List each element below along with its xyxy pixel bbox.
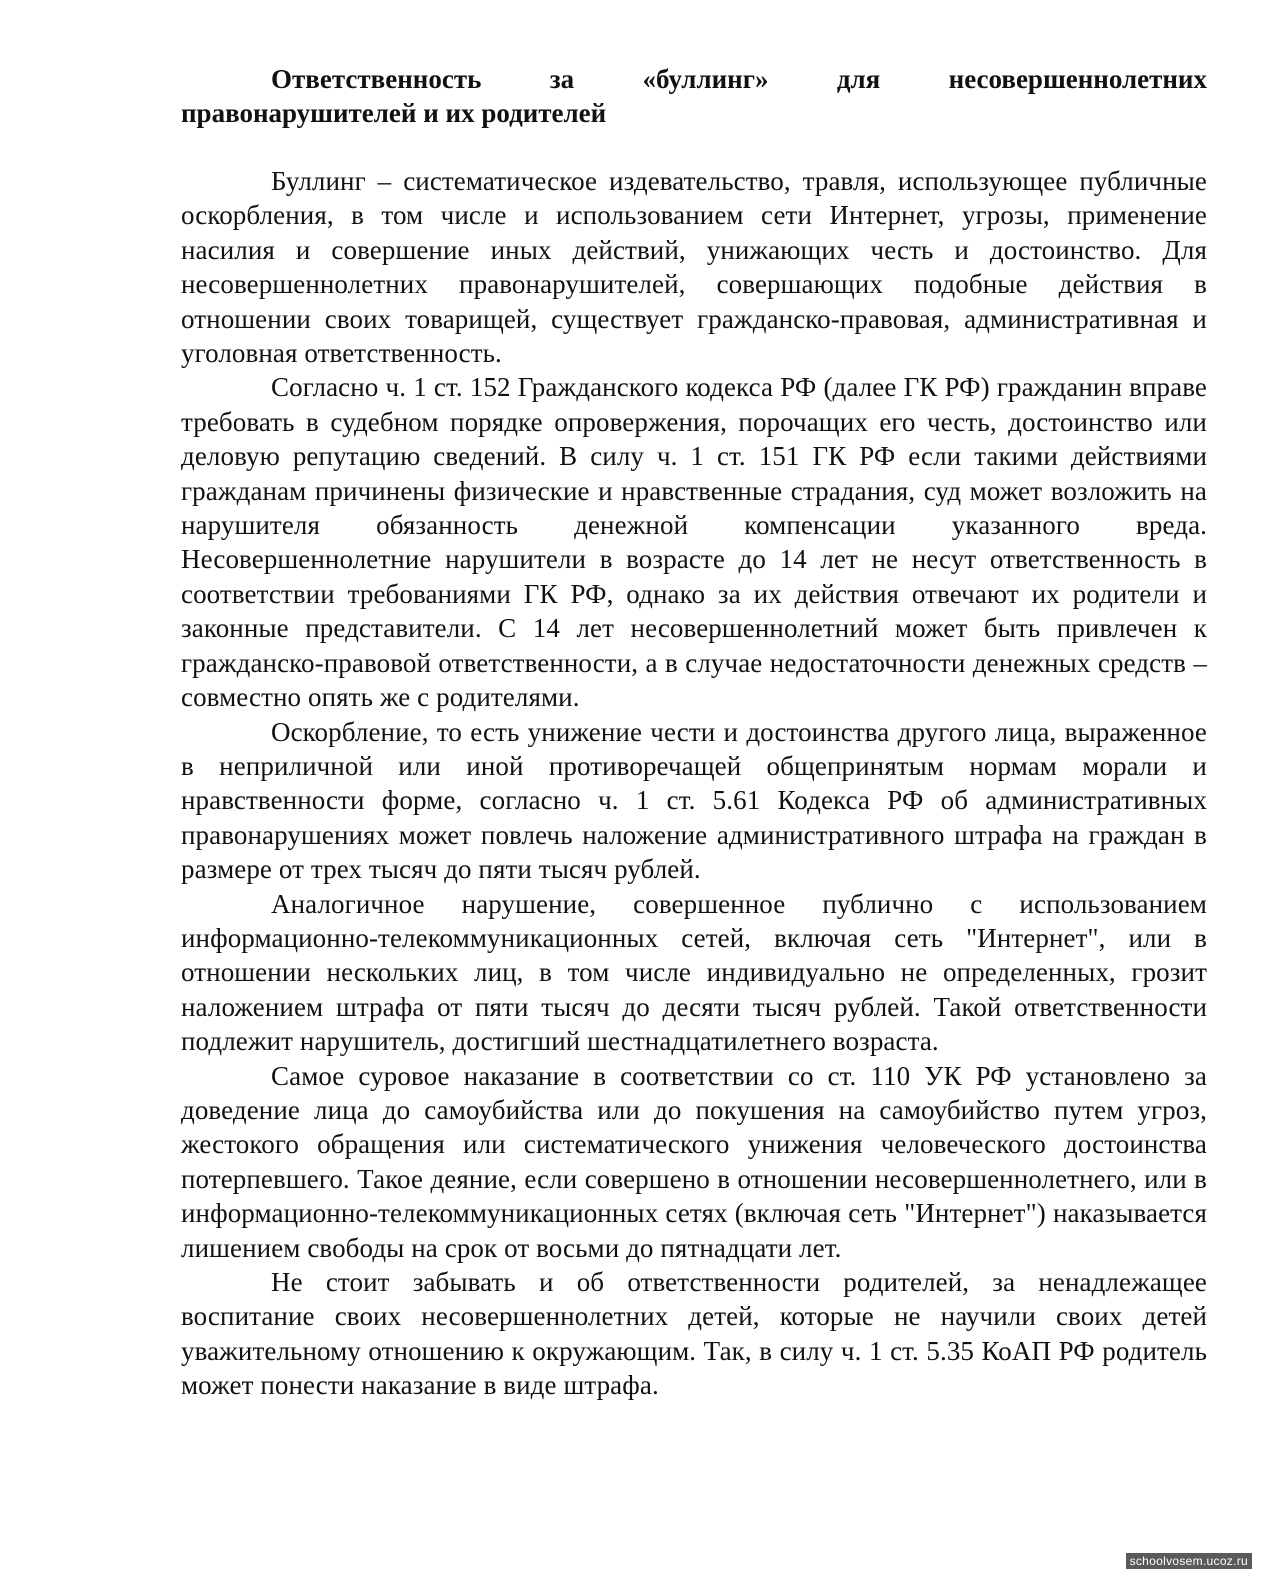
title-line-1: Ответственность за «буллинг» для несовершеннолетних — [271, 64, 1207, 94]
paragraph-parent-liability: Не стоит забывать и об ответственности родителей, за ненадлежащее воспитание своих несовершеннолетних детей, которые не научили своих детей уважительному отношению к окружающим. Так, в силу ч. 1 ст. 5.35 КоАП РФ родитель может понести наказание в виде штрафа. — [181, 1267, 1207, 1401]
paragraph-bullying-definition: Буллинг – систематическое издевательство, травля, использующее публичные оскорбления, в том числе и использованием сети Интернет, угрозы, применение насилия и совершение иных действий, унижающих честь и достоинство. Для несовершеннолетних правонарушителей, совершающих подобные действия в отношении своих товарищей, существует гражданско-правовая, административная и уголовная ответственность. — [181, 166, 1207, 369]
paragraph-administrative-liability: Оскорбление, то есть унижение чести и достоинства другого лица, выраженное в неприличной или иной противоречащей общепринятым нормам морали и нравственности форме, согласно ч. 1 ст. 5.61 Кодекса РФ об административных правонарушениях может повлечь наложение административного штрафа на граждан в размере от трех тысяч до пяти тысяч рублей. — [181, 716, 1207, 885]
paragraph-civil-liability: Согласно ч. 1 ст. 152 Гражданского кодекса РФ (далее ГК РФ) гражданин вправе требовать в судебном порядке опровержения, порочащих его честь, достоинство или деловую репутацию сведений. В силу ч. 1 ст. 151 ГК РФ если такими действиями гражданам причинены физические и нравственные страдания, суд может возложить на нарушителя обязанность денежной компенсации указанного вреда. Несовершеннолетние нарушители в возрасте до 14 лет не несут ответственность в соответствии требованиями ГК РФ, однако за их действия отвечают их родители и законные представители. С 14 лет несовершеннолетний может быть привлечен к гражданско-правовой ответственности, а в случае недостаточности денежных средств – совместно опять же с родителями. — [181, 372, 1207, 713]
title-line-2: правонарушителей и их родителей — [181, 98, 607, 128]
paragraph-internet-insult: Аналогичное нарушение, совершенное публично с использованием информационно-телекоммуникационных сетей, включая сеть "Интернет", или в отношении нескольких лиц, в том числе индивидуально не определенных, грозит наложением штрафа от пяти тысяч до десяти тысяч рублей. Такой ответственности подлежит нарушитель, достигший шестнадцатилетнего возраста. — [181, 888, 1207, 1057]
document-title — [181, 62, 1207, 130]
site-watermark: schoolvosem.ucoz.ru — [1126, 1553, 1252, 1569]
document-page — [181, 62, 1207, 1403]
paragraph-criminal-liability: Самое суровое наказание в соответствии со ст. 110 УК РФ установлено за доведение лица до самоубийства или до покушения на самоубийство путем угроз, жестокого обращения или систематического унижения человеческого достоинства потерпевшего. Такое деяние, если совершено в отношении несовершеннолетнего, или в информационно-телекоммуникационных сетях (включая сеть "Интернет") наказывается лишением свободы на срок от восьми до пятнадцати лет. — [181, 1060, 1207, 1263]
